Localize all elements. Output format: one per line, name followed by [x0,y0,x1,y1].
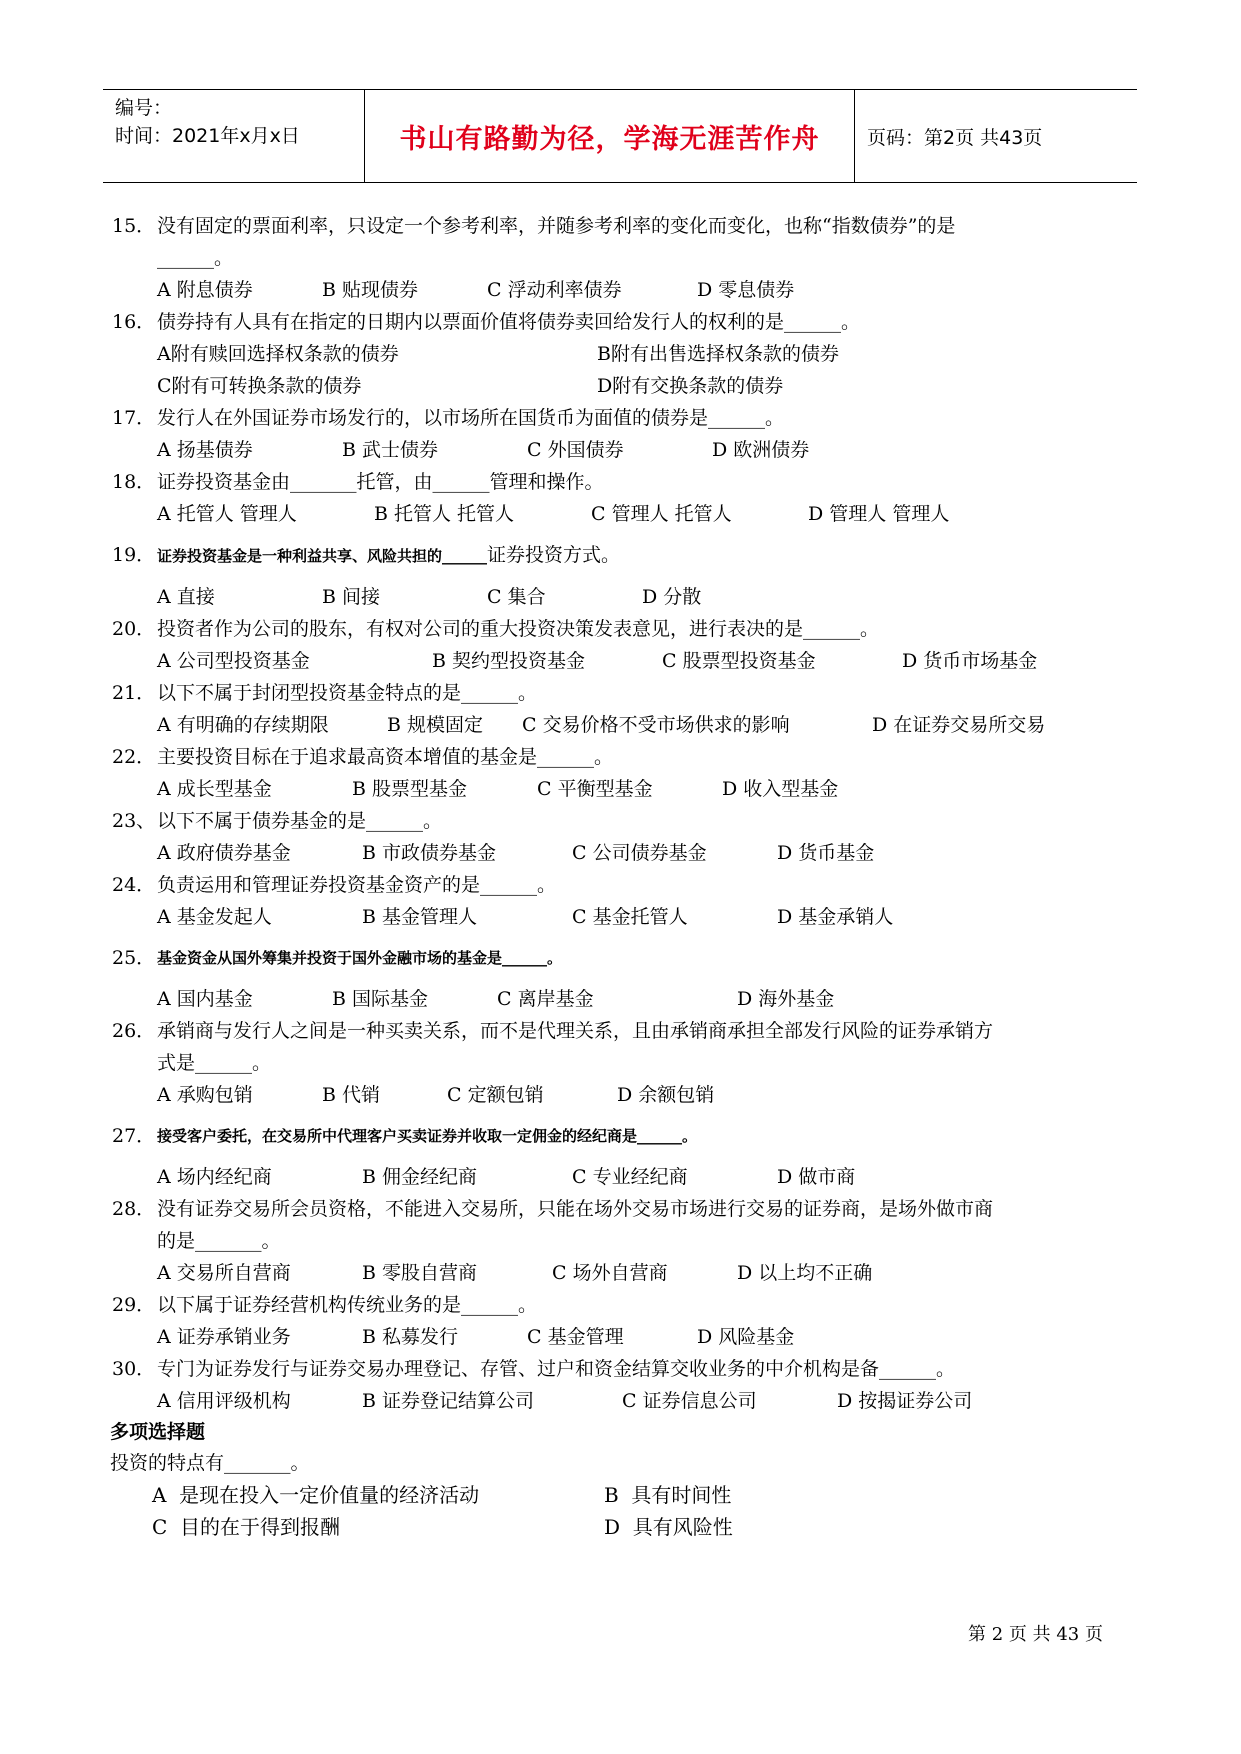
option-row [112,645,1142,677]
option-b: B 股票型基金 [352,778,468,800]
question-number: 25． [112,947,156,969]
header-motto: 书山有路勤为径，学海无涯苦作舟 [365,90,855,182]
question-stem [157,540,1142,571]
option-b: B 代销 [322,1084,381,1106]
option-b: B 国际基金 [332,988,429,1010]
multi-option-a: A 是现在投入一定价值量的经济活动 [152,1483,480,1507]
option-b: B 基金管理人 [362,906,478,928]
option-b: B 规模固定 [387,714,484,736]
option-row [112,581,1142,613]
time-label: 时间：2021年x月x日 [115,125,300,147]
question-stem-continuation: ______。 [157,247,234,269]
option-b: B 佣金经纪商 [362,1166,478,1188]
option-row [112,773,1142,805]
option-c: C 基金管理 [527,1326,624,1348]
multi-option-d: D 具有风险性 [604,1515,733,1539]
option-c: C 外国债券 [527,439,624,461]
option-row [112,1321,1142,1353]
question-number: 27． [112,1125,156,1147]
option-row [112,1385,1142,1417]
option-b: B 间接 [322,586,381,608]
question-stem [157,466,1142,498]
option-d: D 欧洲债券 [712,439,810,461]
option-grid [112,338,1142,402]
option-a: A 直接 [157,586,215,608]
option-row [112,434,1142,466]
multi-option-b: B 具有时间性 [604,1483,732,1507]
option-row [112,1257,1142,1289]
question-stem [157,210,1142,274]
option-d: D 做市商 [777,1166,856,1188]
question-number: 26． [112,1020,156,1042]
question-stem [157,677,1142,709]
option-a: A 公司型投资基金 [157,650,310,672]
option-row [112,901,1142,933]
option-a: A 有明确的存续期限 [157,714,329,736]
question-7 [112,741,1142,773]
multi-question: 投资的特点有_______。 [110,1452,310,1474]
section-heading: 多项选择题 [110,1421,206,1443]
header-info-cell [103,90,365,182]
option-a: A 承购包销 [157,1084,253,1106]
option-d: D 基金承销人 [777,906,894,928]
question-number: 29． [112,1294,156,1316]
question-number: 19． [112,544,156,566]
question-number: 23、 [112,810,156,832]
option-a: A 信用评级机构 [157,1390,291,1412]
option-a: A 政府债券基金 [157,842,291,864]
option-b: B 零股自营商 [362,1262,478,1284]
option-b: B 证券登记结算公司 [362,1390,535,1412]
option-d: D 按揭证券公司 [837,1390,973,1412]
question-stem-text: 基金资金从国外筹集并投资于国外金融市场的基金是______。 [157,949,563,967]
option-d: D 在证券交易所交易 [872,714,1046,736]
option-d: D 零息债券 [697,279,795,301]
option-b: B 市政债券基金 [362,842,497,864]
question-stem [157,805,1142,837]
question-10 [112,943,1142,973]
question-number: 24． [112,874,156,896]
question-stem-text: 没有证券交易所会员资格，不能进入交易所，只能在场外交易市场进行交易的证券商，是场外做市商 [157,1198,994,1220]
option-c: C 公司债券基金 [572,842,707,864]
question-stem [157,1015,1142,1079]
question-number: 22． [112,746,156,768]
option-c: C 离岸基金 [497,988,594,1010]
question-number: 20． [112,618,156,640]
question-stem [157,1193,1142,1257]
option-c: C 浮动利率债券 [487,279,622,301]
option-c: C 平衡型基金 [537,778,653,800]
option-c: C附有可转换条款的债券 [157,375,362,397]
question-stem [157,402,1142,434]
option-b: B 契约型投资基金 [432,650,586,672]
question-2 [112,402,1142,434]
question-stem [157,1289,1142,1321]
option-row [112,709,1142,741]
option-a: A 成长型基金 [157,778,272,800]
question-stem-text: 以下属于证券经营机构传统业务的是______。 [157,1294,538,1316]
question-9 [112,869,1142,901]
option-b: B 私募发行 [362,1326,459,1348]
question-stem-tail: 证券投资方式。 [487,544,621,566]
option-d: D 海外基金 [737,988,835,1010]
serial-number-label: 编号： [115,97,173,119]
question-number: 21． [112,682,156,704]
question-stem-text: 证券投资基金是一种利益共享、风险共担的______ [157,547,488,565]
option-c: C 管理人 托管人 [591,503,732,525]
option-c: C 基金托管人 [572,906,688,928]
question-stem [157,869,1142,901]
option-d: D附有交换条款的债券 [597,375,784,397]
option-b: B 武士债券 [342,439,439,461]
option-a: A 交易所自营商 [157,1262,291,1284]
option-c: C 专业经纪商 [572,1166,688,1188]
option-c: C 场外自营商 [552,1262,668,1284]
option-row [112,837,1142,869]
question-13 [112,1193,1142,1257]
question-stem [157,943,1142,973]
option-d: D 分散 [642,586,702,608]
question-stem [157,741,1142,773]
option-a: A 托管人 管理人 [157,503,297,525]
option-d: D 货币市场基金 [902,650,1038,672]
question-12 [112,1121,1142,1151]
question-stem [157,1353,1142,1385]
question-stem-text: 债券持有人具有在指定的日期内以票面价值将债券卖回给发行人的权利的是______。 [157,311,861,333]
option-c: C 定额包销 [447,1084,544,1106]
question-5 [112,613,1142,645]
option-a: A 扬基债券 [157,439,253,461]
option-b: B 贴现债券 [322,279,419,301]
question-15 [112,1353,1142,1385]
option-a: A 基金发起人 [157,906,272,928]
question-6 [112,677,1142,709]
question-stem-text: 主要投资目标在于追求最高资本增值的基金是______。 [157,746,614,768]
option-d: D 管理人 管理人 [808,503,950,525]
question-stem-continuation: 式是______。 [157,1052,272,1074]
question-number: 28． [112,1198,156,1220]
question-stem [157,1121,1142,1151]
question-stem-text: 投资者作为公司的股东，有权对公司的重大投资决策发表意见，进行表决的是______。 [157,618,880,640]
page-header [103,89,1137,183]
option-a: A 证券承销业务 [157,1326,291,1348]
question-number: 18． [112,471,156,493]
question-0 [112,210,1142,274]
option-a: A 附息债券 [157,279,253,301]
question-4 [112,540,1142,571]
header-page-number: 页码：第2页 共43页 [867,126,1043,149]
multi-option-c: C 目的在于得到报酬 [152,1515,341,1539]
page-footer: 第 2 页 共 43 页 [968,1624,1103,1645]
question-stem-text: 发行人在外国证券市场发行的，以市场所在国货币为面值的债券是______。 [157,407,785,429]
question-stem [157,613,1142,645]
option-d: D 收入型基金 [722,778,839,800]
question-stem-text: 专门为证券发行与证券交易办理登记、存管、过户和资金结算交收业务的中介机构是备______。 [157,1358,956,1380]
question-stem-text: 以下不属于债券基金的是______。 [157,810,443,832]
question-stem-text: 接受客户委托，在交易所中代理客户买卖证券并收取一定佣金的经纪商是______。 [157,1127,698,1145]
option-b: B 托管人 托管人 [374,503,515,525]
option-d: D 余额包销 [617,1084,715,1106]
option-d: D 货币基金 [777,842,875,864]
multi-option-grid [112,1479,1142,1543]
option-row [112,274,1142,306]
question-list [112,210,1142,1543]
option-row [112,983,1142,1015]
question-number: 15． [112,215,156,237]
question-stem [157,306,1142,338]
question-11 [112,1015,1142,1079]
question-number: 17． [112,407,156,429]
option-c: C 证券信息公司 [622,1390,757,1412]
option-row [112,1161,1142,1193]
question-14 [112,1289,1142,1321]
option-c: C 交易价格不受市场供求的影响 [522,714,790,736]
question-8 [112,805,1142,837]
option-d: D 以上均不正确 [737,1262,873,1284]
option-a: A附有赎回选择权条款的债券 [157,343,399,365]
option-c: C 股票型投资基金 [662,650,816,672]
question-number: 16． [112,311,156,333]
option-a: A 国内基金 [157,988,253,1010]
option-c: C 集合 [487,586,546,608]
question-number: 30． [112,1358,156,1380]
question-stem-text: 负责运用和管理证券投资基金资产的是______。 [157,874,557,896]
question-3 [112,466,1142,498]
option-row [112,1079,1142,1111]
option-row [112,498,1142,530]
question-stem-text: 证券投资基金由_______托管，由______管理和操作。 [157,471,604,493]
question-1 [112,306,1142,338]
question-stem-text: 以下不属于封闭型投资基金特点的是______。 [157,682,538,704]
option-b: B附有出售选择权条款的债券 [597,343,839,365]
option-d: D 风险基金 [697,1326,795,1348]
option-a: A 场内经纪商 [157,1166,272,1188]
question-stem-text: 承销商与发行人之间是一种买卖关系，而不是代理关系，且由承销商承担全部发行风险的证券承销方 [157,1020,994,1042]
question-stem-text: 没有固定的票面利率，只设定一个参考利率，并随参考利率的变化而变化，也称“指数债券”的是 [157,215,956,237]
question-stem-continuation: 的是_______。 [157,1230,281,1252]
